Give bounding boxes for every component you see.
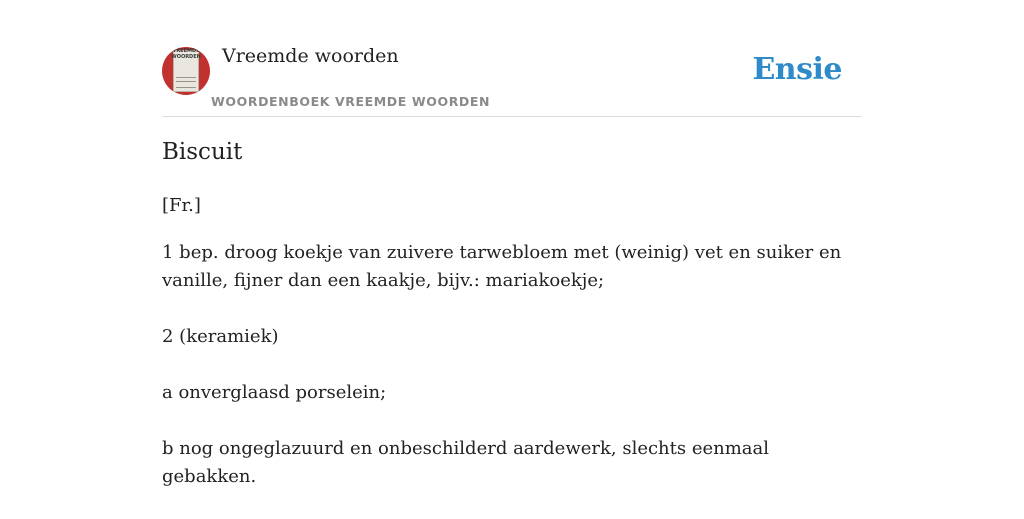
entry-definition [162, 239, 842, 519]
book-cover-line [176, 87, 196, 88]
book-cover-title: VREEMDE WOORDEN [171, 48, 201, 60]
dictionary-subtitle: WOORDENBOEK VREEMDE WOORDEN [211, 94, 491, 109]
ensie-logo-link[interactable]: Ensie [752, 52, 842, 87]
entry-origin: [Fr.] [162, 195, 201, 216]
book-cover-line [176, 81, 196, 82]
site-header [162, 0, 862, 117]
page [162, 0, 862, 487]
dictionary-title-link[interactable]: Vreemde woorden [222, 45, 399, 67]
definition-paragraph: a onverglaasd porselein; [162, 382, 387, 403]
book-cover-line [176, 77, 196, 78]
definition-paragraph: 2 (keramiek) [162, 326, 279, 347]
definition-paragraph: 1 bep. droog koekje van zuivere tarwebloem met (weinig) vet en suiker en vanille, fijner dan een kaakje, bijv.: mariakoekje; [162, 242, 842, 291]
book-cover-image[interactable] [162, 47, 210, 95]
definition-paragraph: b nog ongeglazuurd en onbeschilderd aardewerk, slechts eenmaal gebakken. [162, 438, 770, 487]
entry-title: Biscuit [162, 139, 243, 165]
